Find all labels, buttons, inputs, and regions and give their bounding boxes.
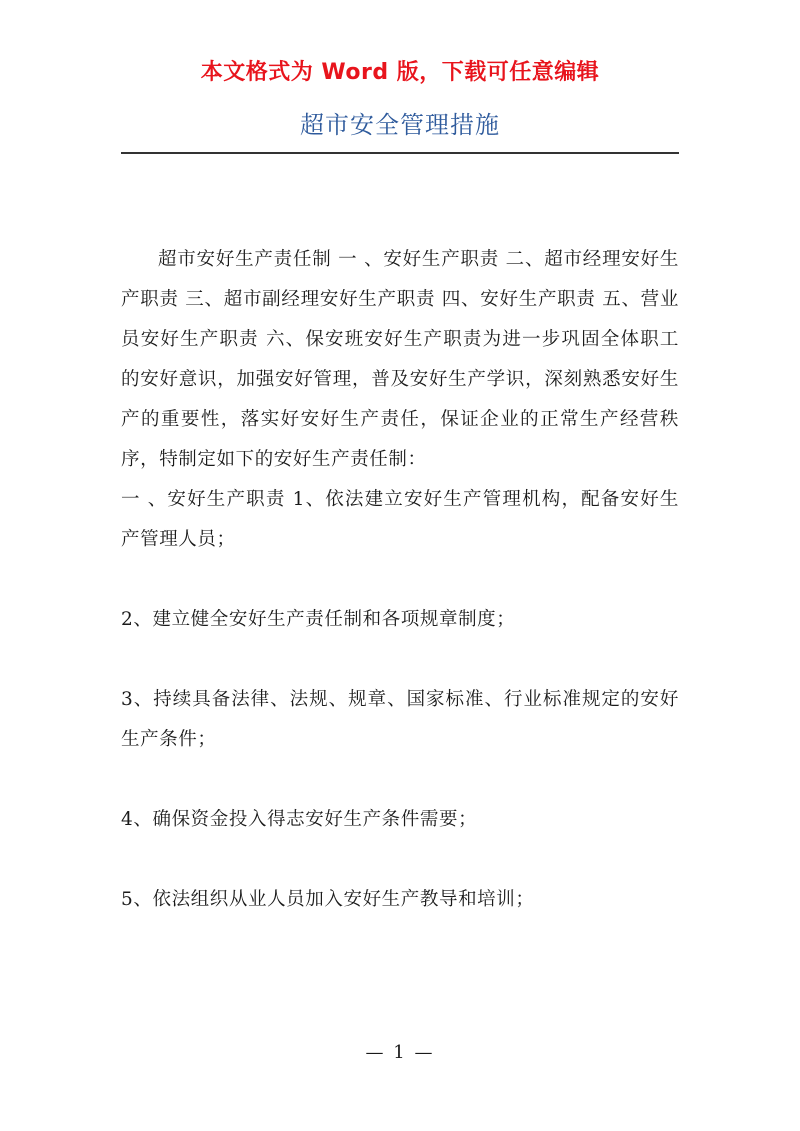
paragraph-item-4: 4、确保资金投入得志安好生产条件需要； (121, 809, 478, 830)
paragraph-item-2: 2、建立健全安好生产责任制和各项规章制度； (121, 609, 516, 630)
page-number: — 1 — (365, 1042, 435, 1063)
document-title: 超市安全管理措施 (300, 111, 500, 139)
intro-paragraph: 超市安好生产责任制 一 、安好生产职责 二、超市经理安好生产职责 三、超市副经理安好生产职责 四、安好生产职责 五、营业员安好生产职责 六、保安班安好生产职责为进一步巩固全体职工的安好意识，加强安好管理，普及安好生产学识，深刻熟悉安好生产的重要性，落实好安好生产责任，保证企业的正常生产经营秩序，特制定如下的安好生产责任制： (121, 249, 679, 470)
paragraph-item-1: 一 、安好生产职责 1、依法建立安好生产管理机构，配备安好生产管理人员； (121, 489, 679, 550)
document-body (121, 240, 679, 920)
format-notice: 本文格式为 Word 版，下载可任意编辑 (200, 60, 600, 85)
paragraph-item-5: 5、依法组织从业人员加入安好生产教导和培训； (121, 889, 535, 910)
paragraph-item-3: 3、持续具备法律、法规、规章、国家标准、行业标准规定的安好生产条件； (121, 689, 679, 750)
title-divider (121, 152, 679, 154)
